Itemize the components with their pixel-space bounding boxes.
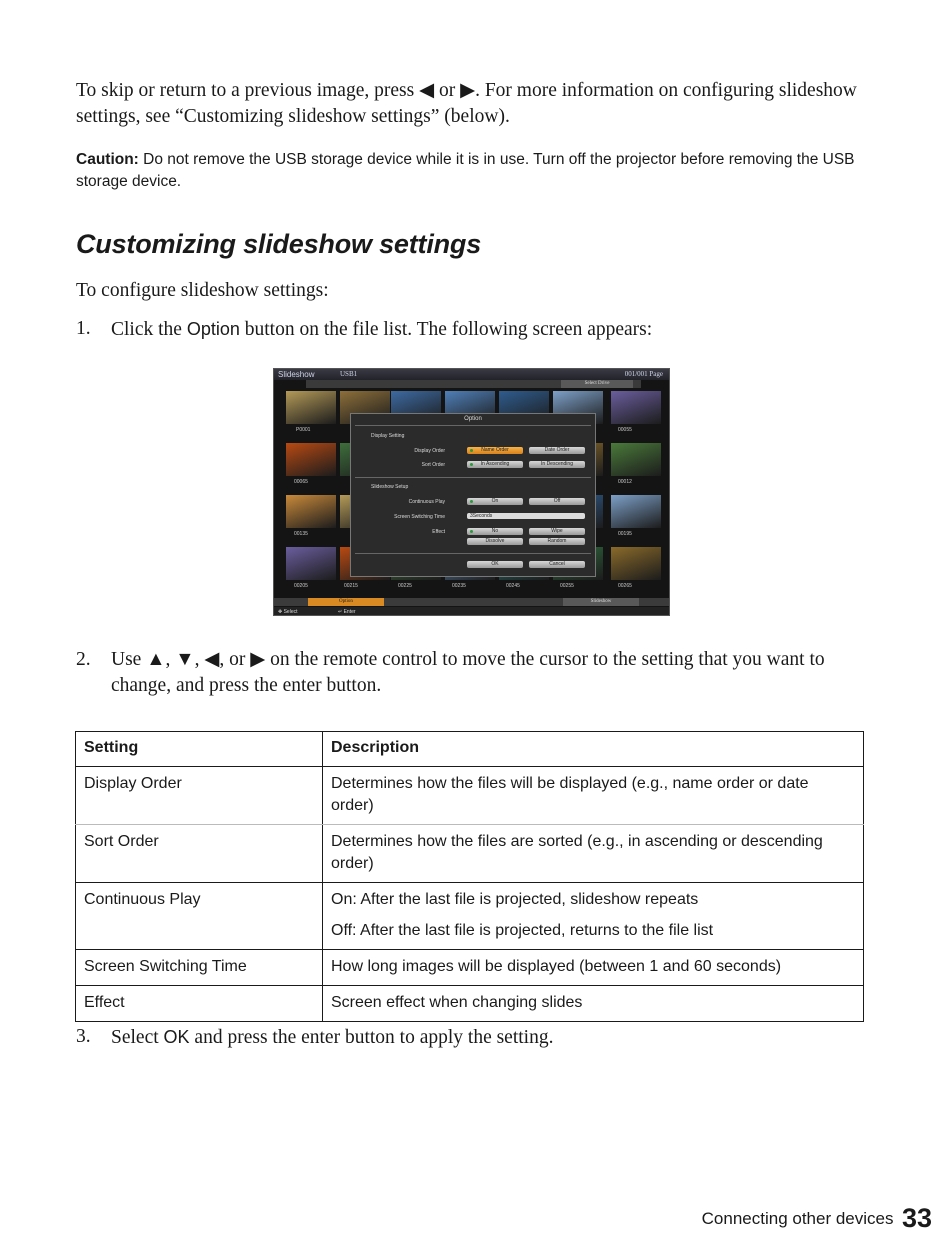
lead-text: To configure slideshow settings: <box>76 280 329 301</box>
table-header-row <box>76 732 864 767</box>
thumbnail-label: 00195 <box>618 531 632 537</box>
step-number: 2. <box>76 649 91 670</box>
photo-thumbnail[interactable] <box>286 443 336 476</box>
right-arrow-icon: ▶ <box>250 649 266 670</box>
option-button[interactable]: Option <box>308 598 384 606</box>
table-row <box>76 950 864 986</box>
step-text <box>111 316 866 343</box>
page-indicator: 001/001 Page <box>624 370 663 378</box>
thumbnail-label: P0001 <box>296 427 311 433</box>
continuous-play-label: Continuous Play <box>408 499 445 505</box>
divider <box>355 553 591 554</box>
thumbnail-label: 00135 <box>294 531 308 537</box>
settings-table <box>75 731 864 1022</box>
setting-cell: Screen Switching Time <box>76 950 323 986</box>
right-arrow-icon: ▶ <box>460 80 476 101</box>
table-row <box>76 767 864 825</box>
description-text: How long images will be displayed (between 1 and 60 seconds) <box>331 958 782 975</box>
usb-label: USB1 <box>340 370 358 378</box>
step-text <box>111 1024 866 1051</box>
step-text-start: Select <box>111 1027 164 1048</box>
photo-thumbnail[interactable] <box>611 443 661 476</box>
thumbnail-label: 00205 <box>294 583 308 589</box>
up-arrow-icon: ▲ <box>146 649 166 670</box>
description-text: Determines how the files will be displayed (e.g., name order or date order) <box>331 775 809 814</box>
option-dialog-title: Option <box>464 416 482 422</box>
dissolve-option[interactable]: Dissolve <box>467 538 523 545</box>
slideshow-option-screenshot <box>273 368 670 616</box>
hint-bar <box>274 607 669 616</box>
separator: , <box>165 649 176 670</box>
step-text <box>111 647 866 699</box>
table-row <box>76 825 864 883</box>
wipe-option[interactable]: Wipe <box>529 528 585 535</box>
left-arrow-icon: ◀ <box>204 649 220 670</box>
option-keyword: Option <box>186 319 240 339</box>
select-hint: ✥ Select <box>278 609 298 615</box>
sort-order-label: Sort Order <box>421 462 445 468</box>
photo-thumbnail[interactable] <box>611 495 661 528</box>
setting-cell: Sort Order <box>76 825 323 883</box>
photo-thumbnail[interactable] <box>286 547 336 580</box>
description-text: Off: After the last file is projected, returns to the file list <box>331 922 714 939</box>
step-text-end: and press the enter button to apply the setting. <box>189 1027 554 1048</box>
date-order-option[interactable]: Date Order <box>529 447 585 454</box>
description-text: Screen effect when changing slides <box>331 994 583 1011</box>
descending-option[interactable]: In Descending <box>529 461 585 468</box>
page-footer <box>702 1203 932 1234</box>
photo-thumbnail[interactable] <box>286 495 336 528</box>
description-text: On: After the last file is projected, slideshow repeats <box>331 891 699 908</box>
thumbnail-label: 00055 <box>618 427 632 433</box>
ok-button[interactable]: OK <box>467 561 523 568</box>
intro-or: or <box>434 80 461 101</box>
screen-switching-label: Screen Switching Time <box>394 514 445 520</box>
on-option[interactable]: On <box>467 498 523 505</box>
thumbnail-label: 00065 <box>294 479 308 485</box>
down-arrow-icon: ▼ <box>175 649 195 670</box>
slideshow-button[interactable]: Slideshow <box>563 598 639 606</box>
description-column-header: Description <box>323 732 864 767</box>
step-text-start: Click the <box>111 319 187 340</box>
select-drive-button[interactable]: Select Drive <box>561 380 633 388</box>
display-order-label: Display Order <box>414 448 445 454</box>
left-arrow-icon: ◀ <box>419 80 435 101</box>
footer-chapter-title: Connecting other devices <box>701 1209 894 1228</box>
divider <box>355 477 591 478</box>
step-number: 1. <box>76 318 91 339</box>
off-option[interactable]: Off <box>529 498 585 505</box>
step-text-end: button on the file list. The following screen appears: <box>239 319 653 340</box>
enter-hint-label: Enter <box>343 609 356 615</box>
divider <box>355 425 591 426</box>
switching-time-value: 3Seconds <box>470 513 493 519</box>
thumbnail-label: 00265 <box>618 583 632 589</box>
thumbnail-label: 00215 <box>344 583 358 589</box>
description-cell <box>323 883 864 950</box>
caution-text: Do not remove the USB storage device while it is in use. Turn off the projector before removing the USB storage device. <box>76 151 855 190</box>
description-cell <box>323 950 864 986</box>
description-cell <box>323 986 864 1022</box>
photo-thumbnail[interactable] <box>611 391 661 424</box>
setting-cell: Continuous Play <box>76 883 323 950</box>
photo-thumbnail[interactable] <box>611 547 661 580</box>
name-order-option[interactable]: Name Order <box>467 447 523 454</box>
random-option[interactable]: Random <box>529 538 585 545</box>
thumbnail-label: 00225 <box>398 583 412 589</box>
description-cell <box>323 825 864 883</box>
step-text-start: Use <box>111 649 147 670</box>
separator: , <box>194 649 205 670</box>
table-row <box>76 986 864 1022</box>
no-effect-option[interactable]: No <box>467 528 523 535</box>
select-hint-label: Select <box>283 609 298 615</box>
caution-note <box>76 149 866 193</box>
option-dialog <box>350 413 596 577</box>
step-number: 3. <box>76 1026 91 1047</box>
page-number: 33 <box>901 1203 932 1233</box>
step-text-end: on the remote control to move the cursor to the setting that you want to change, and press the enter button. <box>111 649 825 696</box>
display-setting-group: Display Setting <box>371 433 405 439</box>
thumbnail-label: 00235 <box>452 583 466 589</box>
intro-paragraph <box>76 78 866 130</box>
separator: , or <box>219 649 251 670</box>
caution-label: Caution: <box>76 151 139 168</box>
table-row <box>76 883 864 950</box>
enter-hint: ↵ Enter <box>338 609 356 615</box>
slideshow-setup-group: Slideshow Setup <box>371 484 409 490</box>
setting-column-header: Setting <box>76 732 323 767</box>
cancel-button[interactable]: Cancel <box>529 561 585 568</box>
thumbnail-label: 00255 <box>560 583 574 589</box>
intro-text-end: . For more information on configuring slideshow settings, see “Customizing slideshow settings” (below). <box>76 80 857 127</box>
thumbnail-label: 00012 <box>618 479 632 485</box>
setting-cell: Display Order <box>76 767 323 825</box>
ok-keyword: OK <box>163 1027 190 1047</box>
section-heading: Customizing slideshow settings <box>76 229 482 259</box>
screenshot-top-bar <box>274 369 669 380</box>
photo-thumbnail[interactable] <box>286 391 336 424</box>
slideshow-title: Slideshow <box>278 370 315 379</box>
thumbnail-label: 00245 <box>506 583 520 589</box>
description-text: Determines how the files are sorted (e.g., in ascending or descending order) <box>331 833 823 872</box>
ascending-option[interactable]: In Ascending <box>467 461 523 468</box>
effect-label: Effect <box>432 529 445 535</box>
intro-text-start: To skip or return to a previous image, press <box>76 80 420 101</box>
switching-time-slider[interactable] <box>467 513 585 519</box>
setting-cell: Effect <box>76 986 323 1022</box>
description-cell <box>323 767 864 825</box>
